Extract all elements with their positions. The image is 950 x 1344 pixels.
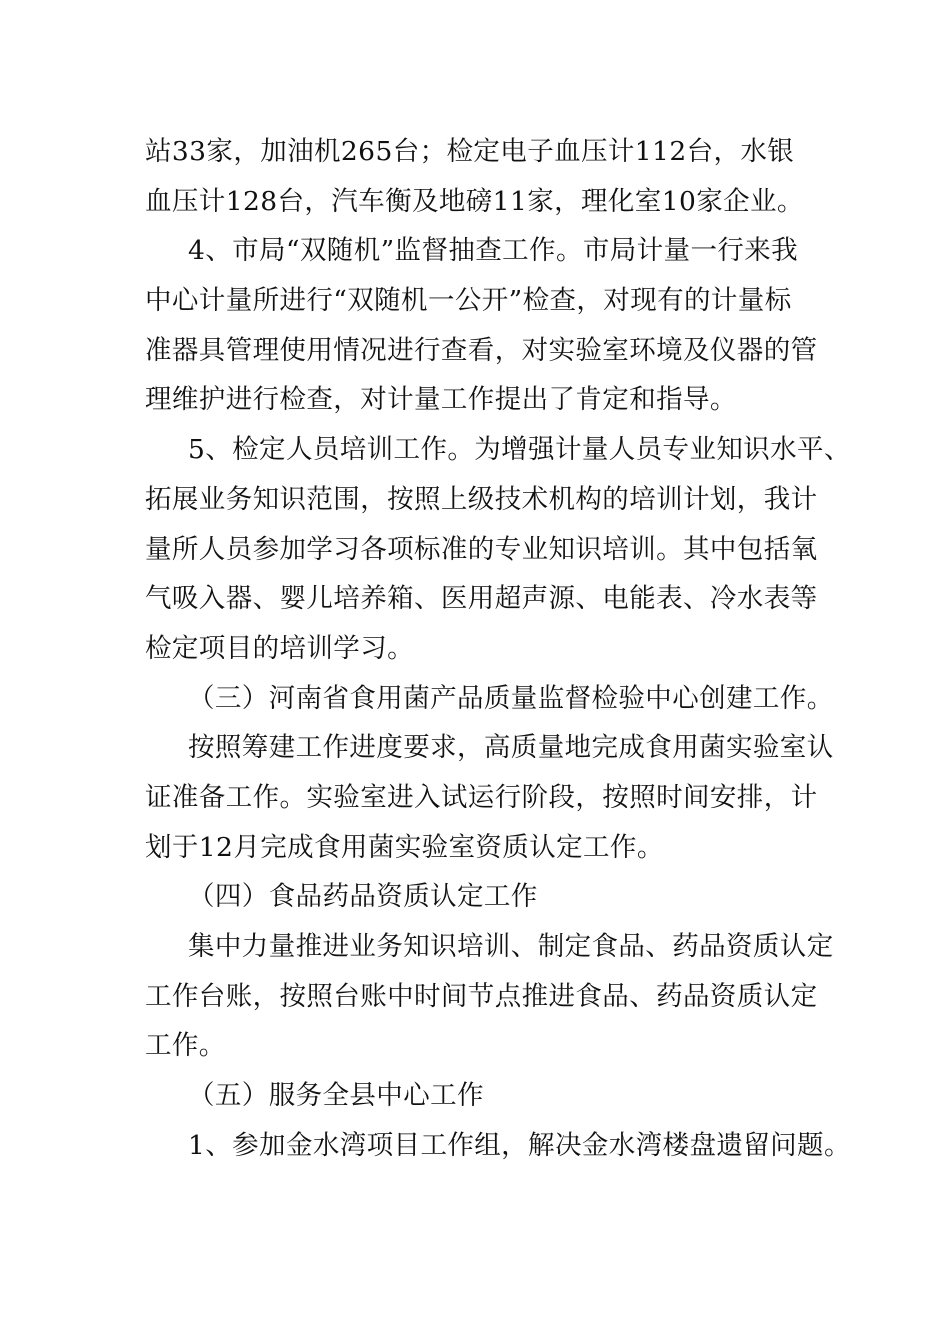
text-line: 准器具管理使用情况进行查看，对实验室环境及仪器的管 — [145, 334, 818, 366]
text-line: 工作台账，按照台账中时间节点推进食品、药品资质认定 — [145, 980, 818, 1012]
text-line: 4、市局“双随机”监督抽查工作。市局计量一行来我 — [188, 235, 799, 267]
text-line: （四）食品药品资质认定工作 — [188, 881, 538, 913]
text-line: 量所人员参加学习各项标准的专业知识培训。其中包括氧 — [145, 533, 818, 565]
text-line: 检定项目的培训学习。 — [145, 632, 414, 664]
text-line: 证准备工作。实验室进入试运行阶段，按照时间安排，计 — [145, 781, 818, 813]
text-line: （五）服务全县中心工作 — [188, 1080, 484, 1112]
text-line: 拓展业务知识范围，按照上级技术机构的培训计划，我计 — [145, 483, 818, 515]
text-line: 站33家，加油机265台；检定电子血压计112台，水银 — [145, 136, 795, 167]
text-line: 集中力量推进业务知识培训、制定食品、药品资质认定 — [188, 931, 834, 962]
text-line: 中心计量所进行“双随机一公开”检查，对现有的计量标 — [145, 285, 792, 317]
text-line: （三）河南省食用菌产品质量监督检验中心创建工作。 — [188, 682, 834, 714]
text-line: 划于12月完成食用菌实验室资质认定工作。 — [145, 831, 664, 863]
text-line: 1、参加金水湾项目工作组，解决金水湾楼盘遗留问题。 — [188, 1129, 851, 1161]
text-line: 理维护进行检查，对计量工作提出了肯定和指导。 — [145, 384, 737, 416]
text-line: 工作。 — [145, 1030, 226, 1062]
text-line: 气吸入器、婴儿培养箱、医用超声源、电能表、冷水表等 — [145, 583, 818, 615]
text-line: 5、检定人员培训工作。为增强计量人员专业知识水平、 — [188, 434, 851, 466]
text-line: 血压计128台，汽车衡及地磅11家，理化室10家企业。 — [145, 185, 804, 217]
document-body — [145, 127, 851, 1170]
text-line: 按照筹建工作进度要求，高质量地完成食用菌实验室认 — [188, 732, 834, 764]
